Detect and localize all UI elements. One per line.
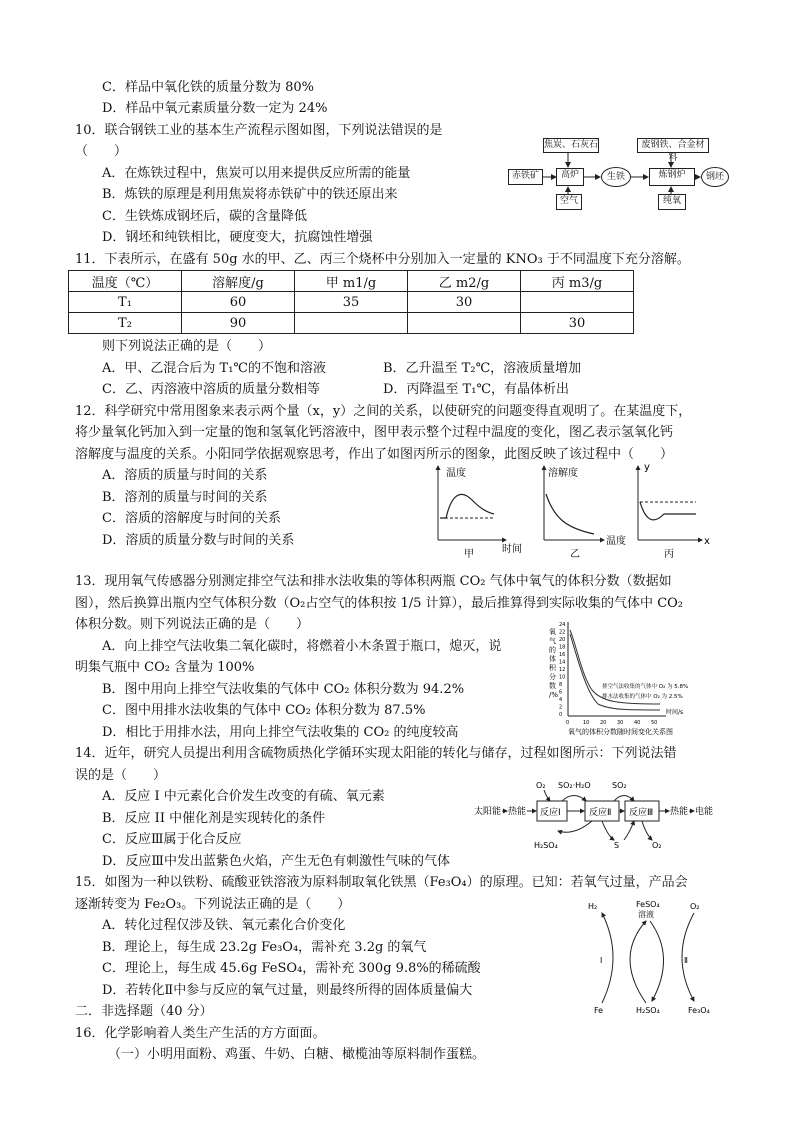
g3-curve bbox=[640, 502, 696, 520]
fe-label: Fe bbox=[594, 1006, 604, 1015]
g2-caption: 乙 bbox=[570, 549, 580, 560]
scrap-alloy-box: 废钢铁、合金材料 bbox=[637, 138, 709, 153]
q13-option-a-line2: 明集气瓶中 CO₂ 含量为 100% bbox=[75, 660, 255, 675]
reaction1-label: 反应Ⅰ bbox=[540, 808, 561, 818]
q11-table bbox=[68, 270, 634, 334]
q10-stem: 10．联合钢铁工业的基本生产流程示图如图，下列说法错误的是 bbox=[75, 123, 443, 138]
q15-conversion-diagram bbox=[580, 897, 730, 1021]
q12-option-b: B．溶剂的质量与时间的关系 bbox=[102, 490, 268, 505]
g3-xlabel: x bbox=[704, 536, 710, 547]
y-tick-label: 24 bbox=[559, 622, 566, 628]
g1-caption: 甲 bbox=[464, 549, 474, 560]
pig-iron-circle: 生铁 bbox=[601, 167, 631, 187]
x-tick-labels bbox=[566, 720, 657, 726]
arc-h2so4-to-feso4 bbox=[630, 921, 646, 1003]
y-tick-label: 10 bbox=[559, 674, 566, 681]
solar-label: 太阳能 bbox=[474, 807, 502, 817]
so2-h2o-label: SO₂·H₂O bbox=[558, 781, 591, 790]
o2-bottom-label: O₂ bbox=[652, 841, 662, 850]
air-method-curve bbox=[570, 630, 660, 704]
table-cell bbox=[295, 313, 408, 334]
q13-option-a-line1: A．向上排空气法收集二氧化碳时，将燃着小木条置于瓶口，熄灭，说 bbox=[102, 639, 502, 654]
table-cell: 35 bbox=[295, 292, 408, 313]
g2-curve bbox=[546, 494, 594, 534]
g3-ylabel: y bbox=[644, 462, 650, 473]
q14-stem-line1: 14．近年，研究人员提出利用含硫物质热化学循环实现太阳能的转化与储存，过程如图所示：下列说法错 bbox=[75, 746, 677, 761]
q11-option-a: A．甲、乙混合后为 T₁℃的不饱和溶液 bbox=[102, 361, 326, 376]
reaction2-label: 反应Ⅱ bbox=[589, 808, 612, 818]
chart-xlabel: 时间/s bbox=[666, 709, 684, 716]
reaction3-label: 反应Ⅲ bbox=[629, 808, 654, 818]
hematite-box: 赤铁矿 bbox=[508, 169, 543, 185]
q14-stem-line2: 误的是（ ） bbox=[75, 768, 167, 783]
x-tick-label: 50 bbox=[651, 720, 658, 726]
section-2-heading: 二．非选择题（40 分） bbox=[75, 1004, 213, 1019]
transform2-label: Ⅱ bbox=[684, 956, 688, 965]
q14-option-b: B．反应 II 中催化剂是实现转化的条件 bbox=[102, 811, 326, 826]
h2so4-label: H₂SO₄ bbox=[636, 1006, 660, 1015]
heat-label-1: 热能 bbox=[508, 807, 527, 817]
q16-stem: 16．化学影响着人类生产生活的方方面面。 bbox=[75, 1026, 326, 1041]
q12-option-d: D．溶质的质量分数与时间的关系 bbox=[102, 533, 295, 548]
q13-option-d: D．相比于用排水法，用向上排空气法收集的 CO₂ 的纯度较高 bbox=[102, 725, 459, 740]
heat-label-2: 热能 bbox=[670, 807, 689, 817]
y-tick-label: 6 bbox=[559, 689, 563, 696]
transform1-label: Ⅰ bbox=[600, 956, 603, 965]
q15-option-a: A．转化过程仅涉及铁、氧元素化合价变化 bbox=[102, 918, 346, 933]
table-row bbox=[69, 313, 634, 334]
table-cell: 90 bbox=[182, 313, 295, 334]
q13-stem-line1: 13．现用氧气传感器分别测定排空气法和排水法收集的等体积两瓶 CO₂ 气体中氧气的体积分数（数据如 bbox=[75, 574, 672, 589]
pure-oxygen-box: 纯氧 bbox=[658, 194, 686, 210]
arc-fe-to-h2 bbox=[602, 913, 613, 1003]
header-cell: 丙 m3/g bbox=[521, 271, 634, 292]
q11-stem: 11．下表所示，在盛有 50g 水的甲、乙、丙三个烧杯中分别加入一定量的 KNO₃ 于不同温度下充分溶解。 bbox=[75, 252, 690, 267]
q13-option-c: C．图中用排水法收集的气体中 CO₂ 体积分数为 87.5% bbox=[102, 703, 426, 718]
q12-stem-line1: 12．科学研究中常用图象来表示两个量（x，y）之间的关系，以使研究的问题变得直观明了。在某温度下， bbox=[75, 404, 692, 419]
q14-option-c: C．反应Ⅲ属于化合反应 bbox=[102, 832, 242, 847]
sulfur-label: S bbox=[614, 841, 620, 850]
header-cell: 乙 m2/g bbox=[408, 271, 521, 292]
h2so4-label: H₂SO₄ bbox=[534, 841, 558, 850]
q11-ask: 则下列说法正确的是（ ） bbox=[102, 339, 272, 354]
legend-air: 排空气法收集的气体中 O₂ 为 5.8% bbox=[602, 684, 689, 690]
q13-option-b: B．图中用向上排空气法收集的气体中 CO₂ 体积分数为 94.2% bbox=[102, 682, 465, 697]
h2-label: H₂ bbox=[588, 902, 598, 911]
y-tick-label: 22 bbox=[559, 629, 566, 636]
g3-caption: 丙 bbox=[664, 549, 674, 560]
table-cell bbox=[521, 292, 634, 313]
g1-xlabel: 时间 bbox=[502, 544, 522, 555]
table-cell: 60 bbox=[182, 292, 295, 313]
y-tick-label: 20 bbox=[559, 637, 566, 643]
air-box: 空气 bbox=[556, 194, 582, 210]
q15-option-c: C．理论上，每生成 45.6g FeSO₄，需补充 300g 9.8%的稀硫酸 bbox=[102, 961, 481, 976]
q15-option-b: B．理论上，每生成 23.2g Fe₃O₄，需补充 3.2g 的氧气 bbox=[102, 940, 427, 955]
g2-ylabel: 溶解度 bbox=[548, 468, 578, 479]
steel-billet-circle: 钢坯 bbox=[701, 167, 729, 187]
q12-option-c: C．溶质的溶解度与时间的关系 bbox=[102, 511, 281, 526]
q12-graphs bbox=[434, 462, 714, 562]
fe3o4-label: Fe₃O₄ bbox=[688, 1006, 710, 1015]
table-cell: 30 bbox=[521, 313, 634, 334]
steel-furnace-box: 炼钢炉 bbox=[649, 168, 695, 186]
table-cell: T₁ bbox=[69, 292, 182, 313]
q11-option-c: C．乙、丙溶液中溶质的质量分数相等 bbox=[102, 382, 320, 397]
coke-limestone-box: 焦炭、石灰石 bbox=[543, 138, 599, 153]
header-cell: 温度（℃） bbox=[69, 271, 182, 292]
y-tick-labels bbox=[559, 622, 565, 718]
q11-option-d: D．丙降温至 T₁℃，有晶体析出 bbox=[383, 382, 569, 397]
blast-furnace-box: 高炉 bbox=[556, 168, 584, 186]
y-tick-label: 12 bbox=[559, 667, 566, 673]
header-cell: 溶解度/g bbox=[182, 271, 295, 292]
q12-stem-line3: 溶解度与温度的关系。小阳同学依据观察思考，作出了如图丙所示的图象，此图反映了该过程中（ ） bbox=[75, 447, 674, 462]
chart-ylabel: 氧气的体积分数/% bbox=[549, 628, 559, 699]
q13-oxygen-chart bbox=[548, 620, 708, 738]
solution-label: 溶液 bbox=[638, 910, 654, 919]
g1-ylabel: 温度 bbox=[446, 468, 466, 479]
q14-option-d: D．反应Ⅲ中发出蓝紫色火焰，产生无色有刺激性气味的气体 bbox=[102, 854, 450, 869]
table-cell: T₂ bbox=[69, 313, 182, 334]
q12-stem-line2: 将少量氧化钙加入到一定量的饱和氢氧化钙溶液中，图甲表示整个过程中温度的变化，图乙表示氢氧化钙 bbox=[75, 425, 674, 440]
q10-option-d: D．钢坯和纯铁相比，硬度变大，抗腐蚀性增强 bbox=[102, 230, 373, 245]
q15-option-d: D．若转化Ⅱ中参与反应的氧气过量，则最终所得的固体质量偏大 bbox=[102, 983, 473, 998]
q10-option-b: B．炼铁的原理是利用焦炭将赤铁矿中的铁还原出来 bbox=[102, 187, 398, 202]
q15-stem-line1: 15．如图为一种以铁粉、硫酸亚铁溶液为原料制取氧化铁黑（Fe₃O₄）的原理。已知：若氧气过量，产品会 bbox=[75, 875, 688, 890]
g1-curve bbox=[440, 494, 494, 518]
table-row bbox=[69, 292, 634, 313]
q10-option-a: A．在炼铁过程中，焦炭可以用来提供反应所需的能量 bbox=[102, 166, 411, 181]
table-header-row bbox=[69, 271, 634, 292]
legend-water: 排水法收集的气体中 O₂ 为 2.5% bbox=[602, 694, 683, 700]
o2-label: O₂ bbox=[690, 902, 700, 911]
q13-stem-line2: 图），然后换算出瓶内空气体积分数（O₂占空气的体积按 1/5 计算），最后推算得到实际收集的气体中 CO₂ bbox=[75, 596, 684, 611]
q10-option-c: C．生铁炼成钢坯后，碳的含量降低 bbox=[102, 209, 307, 224]
q13-stem-line3: 体积分数。则下列说法正确的是（ ） bbox=[75, 617, 310, 632]
arc-feso4-to-h2so4 bbox=[650, 921, 664, 1001]
header-cell: 甲 m1/g bbox=[295, 271, 408, 292]
x-tick-label: 0 bbox=[566, 720, 570, 726]
y-tick-label: 18 bbox=[559, 644, 566, 651]
y-tick-label: 16 bbox=[559, 652, 566, 658]
so2-top-label: SO₂ bbox=[612, 781, 627, 790]
y-tick-label: 0 bbox=[559, 712, 563, 718]
x-tick-label: 30 bbox=[617, 720, 624, 726]
y-tick-label: 4 bbox=[559, 697, 563, 703]
x-tick-label: 10 bbox=[583, 720, 590, 726]
q11-option-b: B．乙升温至 T₂℃，溶液质量增加 bbox=[383, 361, 582, 376]
q9-option-c: C．样品中氧化铁的质量分数为 80% bbox=[102, 80, 314, 95]
q16-part1: （一）小明用面粉、鸡蛋、牛奶、白糖、橄榄油等原料制作蛋糕。 bbox=[108, 1047, 486, 1062]
feso4-label: FeSO₄ bbox=[636, 900, 660, 909]
q10-stem-paren: （ ） bbox=[75, 144, 128, 159]
chart-caption: 氧气的体积分数随时间变化关系图 bbox=[568, 728, 673, 736]
steel-flow-diagram bbox=[508, 136, 728, 216]
x-tick-label: 20 bbox=[600, 720, 607, 726]
table-cell: 30 bbox=[408, 292, 521, 313]
electricity-label: 电能 bbox=[695, 807, 714, 817]
table-cell bbox=[408, 313, 521, 334]
o2-top-label: O₂ bbox=[536, 781, 546, 790]
y-tick-label: 2 bbox=[559, 704, 563, 711]
q14-option-a: A．反应 I 中元素化合价发生改变的有硫、氧元素 bbox=[102, 789, 385, 804]
q14-cycle-diagram bbox=[474, 776, 714, 854]
y-tick-label: 14 bbox=[559, 659, 566, 666]
q12-option-a: A．溶质的质量与时间的关系 bbox=[102, 468, 268, 483]
x-tick-label: 40 bbox=[634, 720, 641, 726]
y-tick-label: 8 bbox=[559, 682, 563, 688]
q15-stem-line2: 逐渐转变为 Fe₂O₃。下列说法正确的是（ ） bbox=[75, 897, 351, 912]
q9-option-d: D．样品中氧元素质量分数一定为 24% bbox=[102, 101, 328, 116]
g2-xlabel: 温度 bbox=[606, 536, 626, 547]
